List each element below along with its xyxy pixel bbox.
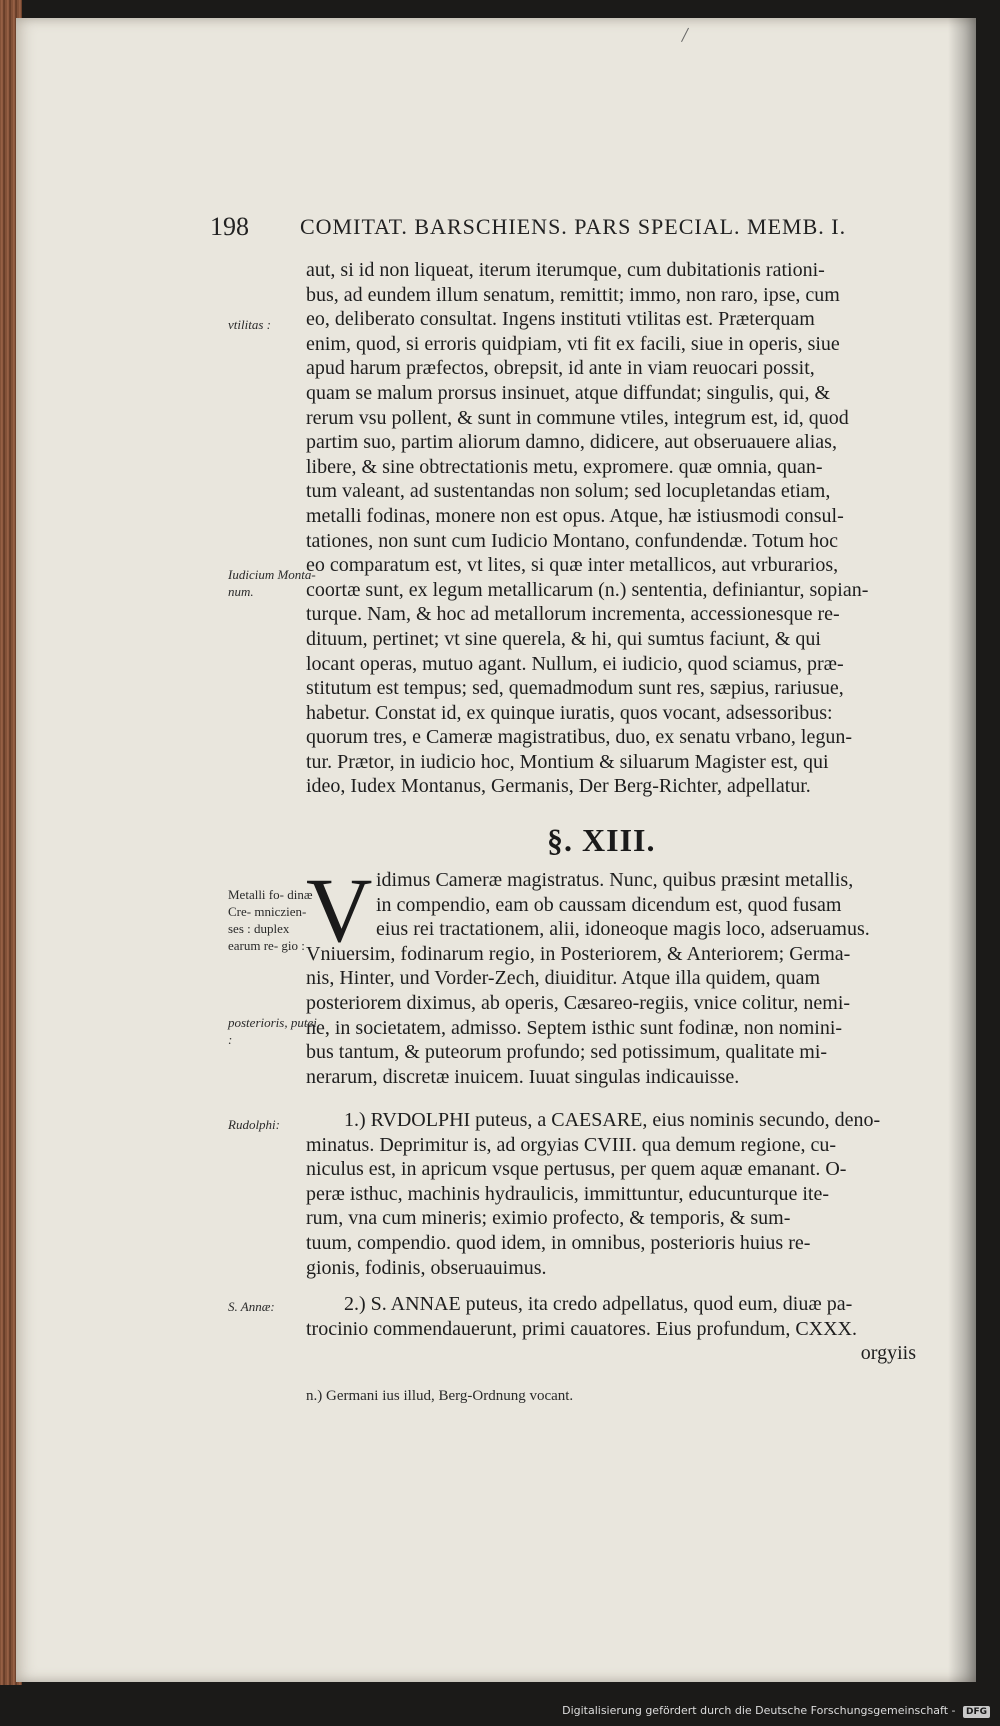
running-head xyxy=(210,212,900,246)
text-line: habetur. Constat id, ex quinque iuratis, quos vocant, adsessoribus: xyxy=(306,701,833,724)
text-line: coortæ sunt, ex legum metallicarum (n.) sententia, definiantur, sopian- xyxy=(306,578,869,601)
text-line: idimus Cameræ magistratus. Nunc, quibus præsint metallis, xyxy=(376,869,854,891)
text-line: nis, Hinter, und Vorder-Zech, diuiditur. Atque illa quidem, quam xyxy=(306,967,821,990)
text-line: posteriorem diximus, ab operis, Cæsareo-regiis, vnice colitur, nemi- xyxy=(306,991,851,1014)
text-line: Vniuersim, fodinarum regio, in Posteriorem, & Anteriorem; Germa- xyxy=(306,942,851,965)
text-line: quorum tres, e Cameræ magistratibus, duo, ex senatu vrbano, legun- xyxy=(306,726,852,749)
text-line: in compendio, eam ob caussam dicendum est, quod fusam xyxy=(376,893,842,916)
corner-mark: / xyxy=(680,21,690,48)
page-gutter-shadow xyxy=(948,18,976,1682)
text-line: niculus est, in apricum vsque pertusus, per quem aquæ emanant. O- xyxy=(306,1158,847,1181)
text-line: turque. Nam, & hoc ad metallorum incrementa, accessionesque re- xyxy=(306,603,840,626)
text-line: eo, deliberato consultat. Ingens instituti vtilitas est. Præterquam xyxy=(306,308,815,331)
footnote: n.) Germani ius illud, Berg-Ordnung vocant. xyxy=(306,1388,574,1404)
text-line: locant operas, mutuo agant. Nullum, ei iudicio, quod sciamus, præ- xyxy=(306,652,844,675)
dfg-logo: DFG xyxy=(963,1706,990,1718)
text-line: tuum, compendio. quod idem, in omnibus, posterioris huius re- xyxy=(306,1231,811,1254)
margin-note-metalli: Metalli fo- dinæ Cre- mniczien- ses : duplex earum re- gio : xyxy=(228,887,313,953)
running-title: COMITAT. BARSCHIENS. PARS SPECIAL. MEMB. I. xyxy=(300,214,847,239)
margin-note-anna: S. Annæ: xyxy=(228,1299,275,1314)
text-line: partim suo, partim aliorum damno, didicere, aut obseruauere alias, xyxy=(306,431,837,454)
margin-note-utilitas: vtilitas : xyxy=(228,317,271,332)
text-line: gionis, fodinis, obseruauimus. xyxy=(306,1256,547,1279)
text-line: apud harum præfectos, obrepsit, id ante in viam reuocari possit, xyxy=(306,357,815,380)
text-line: rerum vsu pollent, & sunt in commune vtiles, integrum est, id, quod xyxy=(306,406,849,429)
text-line: aut, si id non liqueat, iterum iterumque, cum dubitationis rationi- xyxy=(306,259,825,281)
text-line: nerarum, discretæ inuicem. Iuuat singulas indicauisse. xyxy=(306,1065,740,1088)
catchword: orgyiis xyxy=(860,1342,916,1365)
footer-text: Digitalisierung gefördert durch die Deutsche Forschungsgemeinschaft - xyxy=(562,1704,956,1717)
text-line: 1.) RVDOLPHI puteus, a CAESARE, eius nominis secundo, deno- xyxy=(344,1109,881,1131)
paragraph-2 xyxy=(306,868,916,1089)
text-line: dituum, pertinet; vt sine querela, & hi, qui sumtus faciunt, & qui xyxy=(306,627,821,650)
text-line: libere, & sine obtrectationis metu, expromere. quæ omnia, quan- xyxy=(306,455,823,478)
digitization-footer xyxy=(562,1704,990,1718)
paragraph-3 xyxy=(306,1108,916,1280)
text-line: eius rei tractationem, alii, idoneoque magis loco, adseruamus. xyxy=(376,918,870,941)
text-line: bus tantum, & puteorum profundo; sed potissimum, qualitate mi- xyxy=(306,1041,828,1064)
margin-note-rudolphi: Rudolphi: xyxy=(228,1117,280,1132)
margin-note-iudicium: Iudicium Monta- num. xyxy=(228,567,316,599)
text-line: ne, in societatem, admisso. Septem isthic sunt fodinæ, non nomini- xyxy=(306,1016,843,1039)
paragraph-1 xyxy=(306,258,916,799)
text-line: metalli fodinas, monere non est opus. Atque, hæ istiusmodi consul- xyxy=(306,504,844,527)
page-number: 198 xyxy=(210,212,249,241)
text-line: tur. Prætor, in iudicio hoc, Montium & siluarum Magister est, qui xyxy=(306,750,829,773)
text-line: peræ isthuc, machinis hydraulicis, immittuntur, educunturque ite- xyxy=(306,1182,829,1205)
text-line: tationes, non sunt cum Iudicio Montano, confundendæ. Totum hoc xyxy=(306,529,839,552)
text-line: bus, ad eundem illum senatum, remittit; immo, non raro, ipse, cum xyxy=(306,283,840,306)
text-line: rum, vna cum mineris; eximio profecto, & temporis, & sum- xyxy=(306,1207,791,1230)
text-line: enim, quod, si erroris quidpiam, vti fit ex facili, siue in operis, siue xyxy=(306,332,840,355)
section-heading: §. XIII. xyxy=(547,822,656,858)
text-line: tum valeant, ad sustentandas non solum; sed locupletandas etiam, xyxy=(306,480,831,503)
text-line: ideo, Iudex Montanus, Germanis, Der Berg-Richter, adpellatur. xyxy=(306,775,811,798)
paragraph-4 xyxy=(306,1292,916,1366)
text-line: trocinio commendauerunt, primi cauatores. Eius profundum, CXXX. xyxy=(306,1317,857,1340)
text-line: 2.) S. ANNAE puteus, ita credo adpellatus, quod eum, diuæ pa- xyxy=(344,1293,853,1315)
text-line: eo comparatum est, vt lites, si quæ inter metallicos, aut vrburarios, xyxy=(306,554,839,577)
margin-note-posterioris: posterioris, putei : xyxy=(228,1015,317,1047)
drop-cap: V xyxy=(306,859,373,961)
text-line: quam se malum prorsus insinuet, atque diffundat; singulis, qui, & xyxy=(306,381,831,404)
text-line: stitutum est tempus; sed, quemadmodum sunt res, sæpius, rariusue, xyxy=(306,677,844,700)
text-line: minatus. Deprimitur is, ad orgyias CVIII. qua demum regione, cu- xyxy=(306,1133,837,1156)
